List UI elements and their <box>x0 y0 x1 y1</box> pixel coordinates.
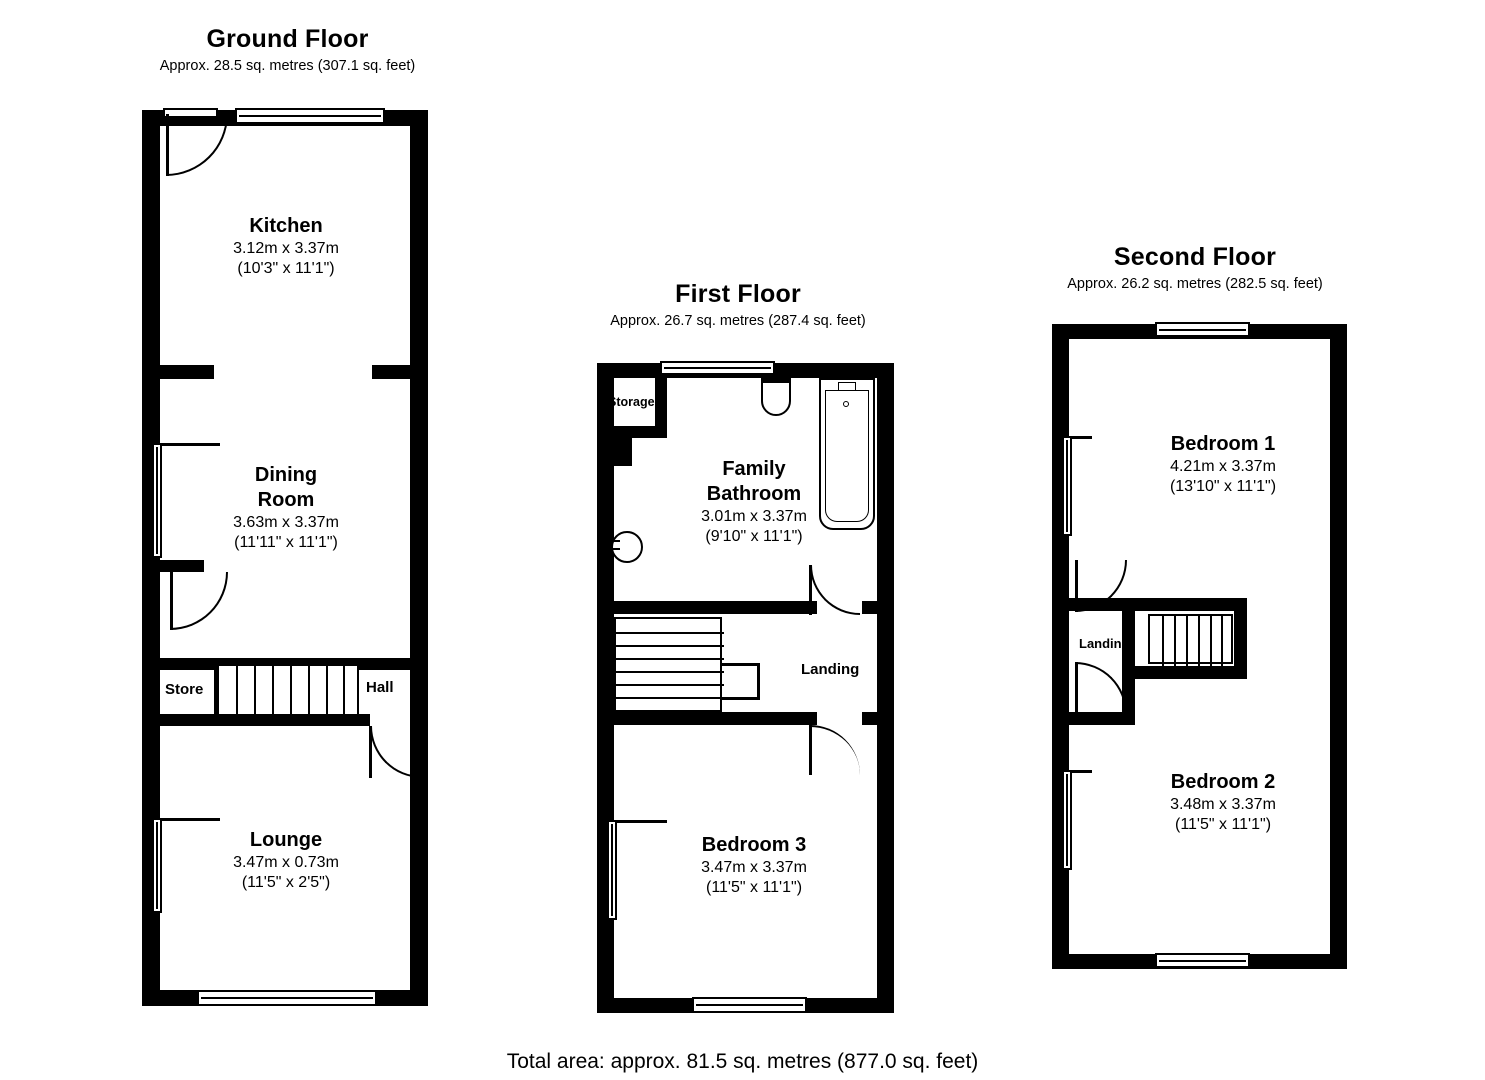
wall-storage-bottom <box>614 426 667 438</box>
room-dim-dining-m: 3.63m x 3.37m <box>233 514 339 531</box>
room-dim-bedroom3-m: 3.47m x 3.37m <box>701 859 807 876</box>
room-dim-bedroom2-ft: (11'5" x 11'1") <box>1174 816 1272 833</box>
room-name-bathroom-line1: Family <box>722 458 786 480</box>
wall-hall-lounge <box>142 714 370 726</box>
door-landing-top-leaf <box>809 565 812 615</box>
stairs-first <box>614 617 722 712</box>
door-bedroom1-leaf <box>1075 560 1078 612</box>
window-dining-left-sill <box>162 443 220 446</box>
ground-floor-subtitle: Approx. 28.5 sq. metres (307.1 sq. feet) <box>159 58 416 74</box>
room-dim-lounge-ft: (11'5" x 2'5") <box>241 874 331 891</box>
bath-plug-icon <box>843 401 849 407</box>
room-dim-bedroom1-m: 4.21m x 3.37m <box>1170 458 1276 475</box>
room-dim-bedroom2-m: 3.48m x 3.37m <box>1170 796 1276 813</box>
room-dim-dining-ft: (11'11" x 11'1") <box>234 534 338 551</box>
stairs-first-landing-edge2 <box>722 697 760 700</box>
door-dining-leaf <box>170 572 173 630</box>
window-lounge-left-sill <box>162 818 220 821</box>
room-name-kitchen: Kitchen <box>249 215 323 237</box>
room-name-lounge: Lounge <box>249 829 323 851</box>
total-area-text: Total area: approx. 81.5 sq. metres (877.0 sq. feet) <box>506 1050 979 1073</box>
window-bedroom3-sill <box>617 820 667 823</box>
room-dim-kitchen-m: 3.12m x 3.37m <box>233 240 339 257</box>
wall-second-left <box>1052 324 1069 969</box>
window-bedroom1-left-bar <box>1066 440 1068 532</box>
door-lounge-leaf <box>369 726 372 778</box>
room-label-hall: Hall <box>366 679 394 696</box>
first-floor-subtitle: Approx. 26.7 sq. metres (287.4 sq. feet) <box>610 313 866 329</box>
room-label-lounge <box>162 828 410 893</box>
wall-storage-right <box>655 378 667 426</box>
window-lounge-left-bar <box>156 822 158 909</box>
room-dim-kitchen-ft: (10'3" x 11'1") <box>237 260 335 277</box>
door-ground-back-leaf <box>166 114 169 176</box>
window-lounge-bottom-bar <box>201 997 373 999</box>
stairs-first-nose <box>757 663 760 700</box>
first-floor-title: First Floor <box>675 280 801 308</box>
door-landing-top-swing-icon <box>810 565 860 615</box>
toilet-cistern-icon <box>761 378 791 381</box>
door-ground-back-swing-icon <box>166 114 228 176</box>
wall-kitchen-dining-left <box>142 365 214 379</box>
window-dining-left-bar <box>156 447 158 554</box>
second-floor-subtitle: Approx. 26.2 sq. metres (282.5 sq. feet) <box>1067 276 1323 292</box>
window-bedroom3-left-bar <box>611 824 613 916</box>
door-bedroom2-swing-icon <box>1075 662 1127 714</box>
wall-dining-door-jamb <box>142 560 204 572</box>
basin-tap2-icon <box>608 548 620 550</box>
toilet-icon <box>761 381 791 416</box>
wall-landing-top-right <box>862 601 894 614</box>
room-name-bedroom-3: Bedroom 3 <box>701 834 807 856</box>
door-landing-bottom-leaf <box>809 725 812 775</box>
room-name-dining-room-line2: Room <box>257 489 315 511</box>
label-landing-first: Landing <box>801 661 860 678</box>
room-label-bedroom-1 <box>1078 432 1368 497</box>
wall-landing-second-bottom-right <box>1134 666 1247 679</box>
room-dim-bathroom-ft: (9'10" x 11'1") <box>705 528 803 545</box>
window-first-top-bar <box>664 367 771 369</box>
window-bedroom2-left-bar <box>1066 774 1068 866</box>
room-dim-bathroom-m: 3.01m x 3.37m <box>701 508 807 525</box>
room-dim-bedroom1-ft: (13'10" x 11'1") <box>1169 478 1277 495</box>
room-name-bedroom-1: Bedroom 1 <box>1170 433 1276 455</box>
wall-landing-second-right <box>1234 598 1247 666</box>
label-landing-second: Landing <box>1079 636 1130 651</box>
room-name-dining-room-line1: Dining <box>254 464 318 486</box>
window-second-top-bar <box>1159 329 1246 331</box>
room-label-kitchen <box>162 214 410 279</box>
room-label-family-bathroom <box>614 457 894 547</box>
door-dining-swing-icon <box>170 572 228 630</box>
room-label-dining-room <box>162 463 410 553</box>
window-first-bottom-bar <box>696 1004 803 1006</box>
door-landing-bottom-swing-icon <box>810 725 860 775</box>
room-name-bedroom-2: Bedroom 2 <box>1170 771 1276 793</box>
door-bedroom2-leaf <box>1075 662 1078 714</box>
room-label-bedroom-3 <box>614 833 894 898</box>
wall-ground-right <box>410 110 428 1006</box>
stairs-second <box>1148 614 1233 664</box>
wall-landing-bottom-right <box>862 712 894 725</box>
wall-bathroom-bottom <box>597 601 817 614</box>
bath-tap-icon <box>838 382 856 391</box>
room-dim-bedroom3-ft: (11'5" x 11'1") <box>705 879 803 896</box>
wall-hall-top <box>360 658 428 670</box>
room-dim-lounge-m: 3.47m x 0.73m <box>233 854 339 871</box>
door-lounge-swing-icon <box>370 726 422 778</box>
room-label-store: Store <box>165 681 204 698</box>
wall-kitchen-dining-right <box>372 365 428 379</box>
window-second-bottom-bar <box>1159 960 1246 962</box>
wall-stairs-first-bottom <box>597 712 817 725</box>
stairs-first-landing-edge <box>722 663 760 666</box>
label-storage: Storage <box>608 395 655 409</box>
room-name-bathroom-line2: Bathroom <box>706 483 802 505</box>
window-ground-top-bar <box>239 115 381 117</box>
stairs-ground <box>217 664 359 716</box>
ground-floor-title: Ground Floor <box>206 25 369 53</box>
wall-second-right <box>1330 324 1347 969</box>
room-label-bedroom-2 <box>1078 770 1368 835</box>
second-floor-title: Second Floor <box>1113 243 1277 271</box>
wall-landing-second-top-right <box>1134 598 1247 611</box>
